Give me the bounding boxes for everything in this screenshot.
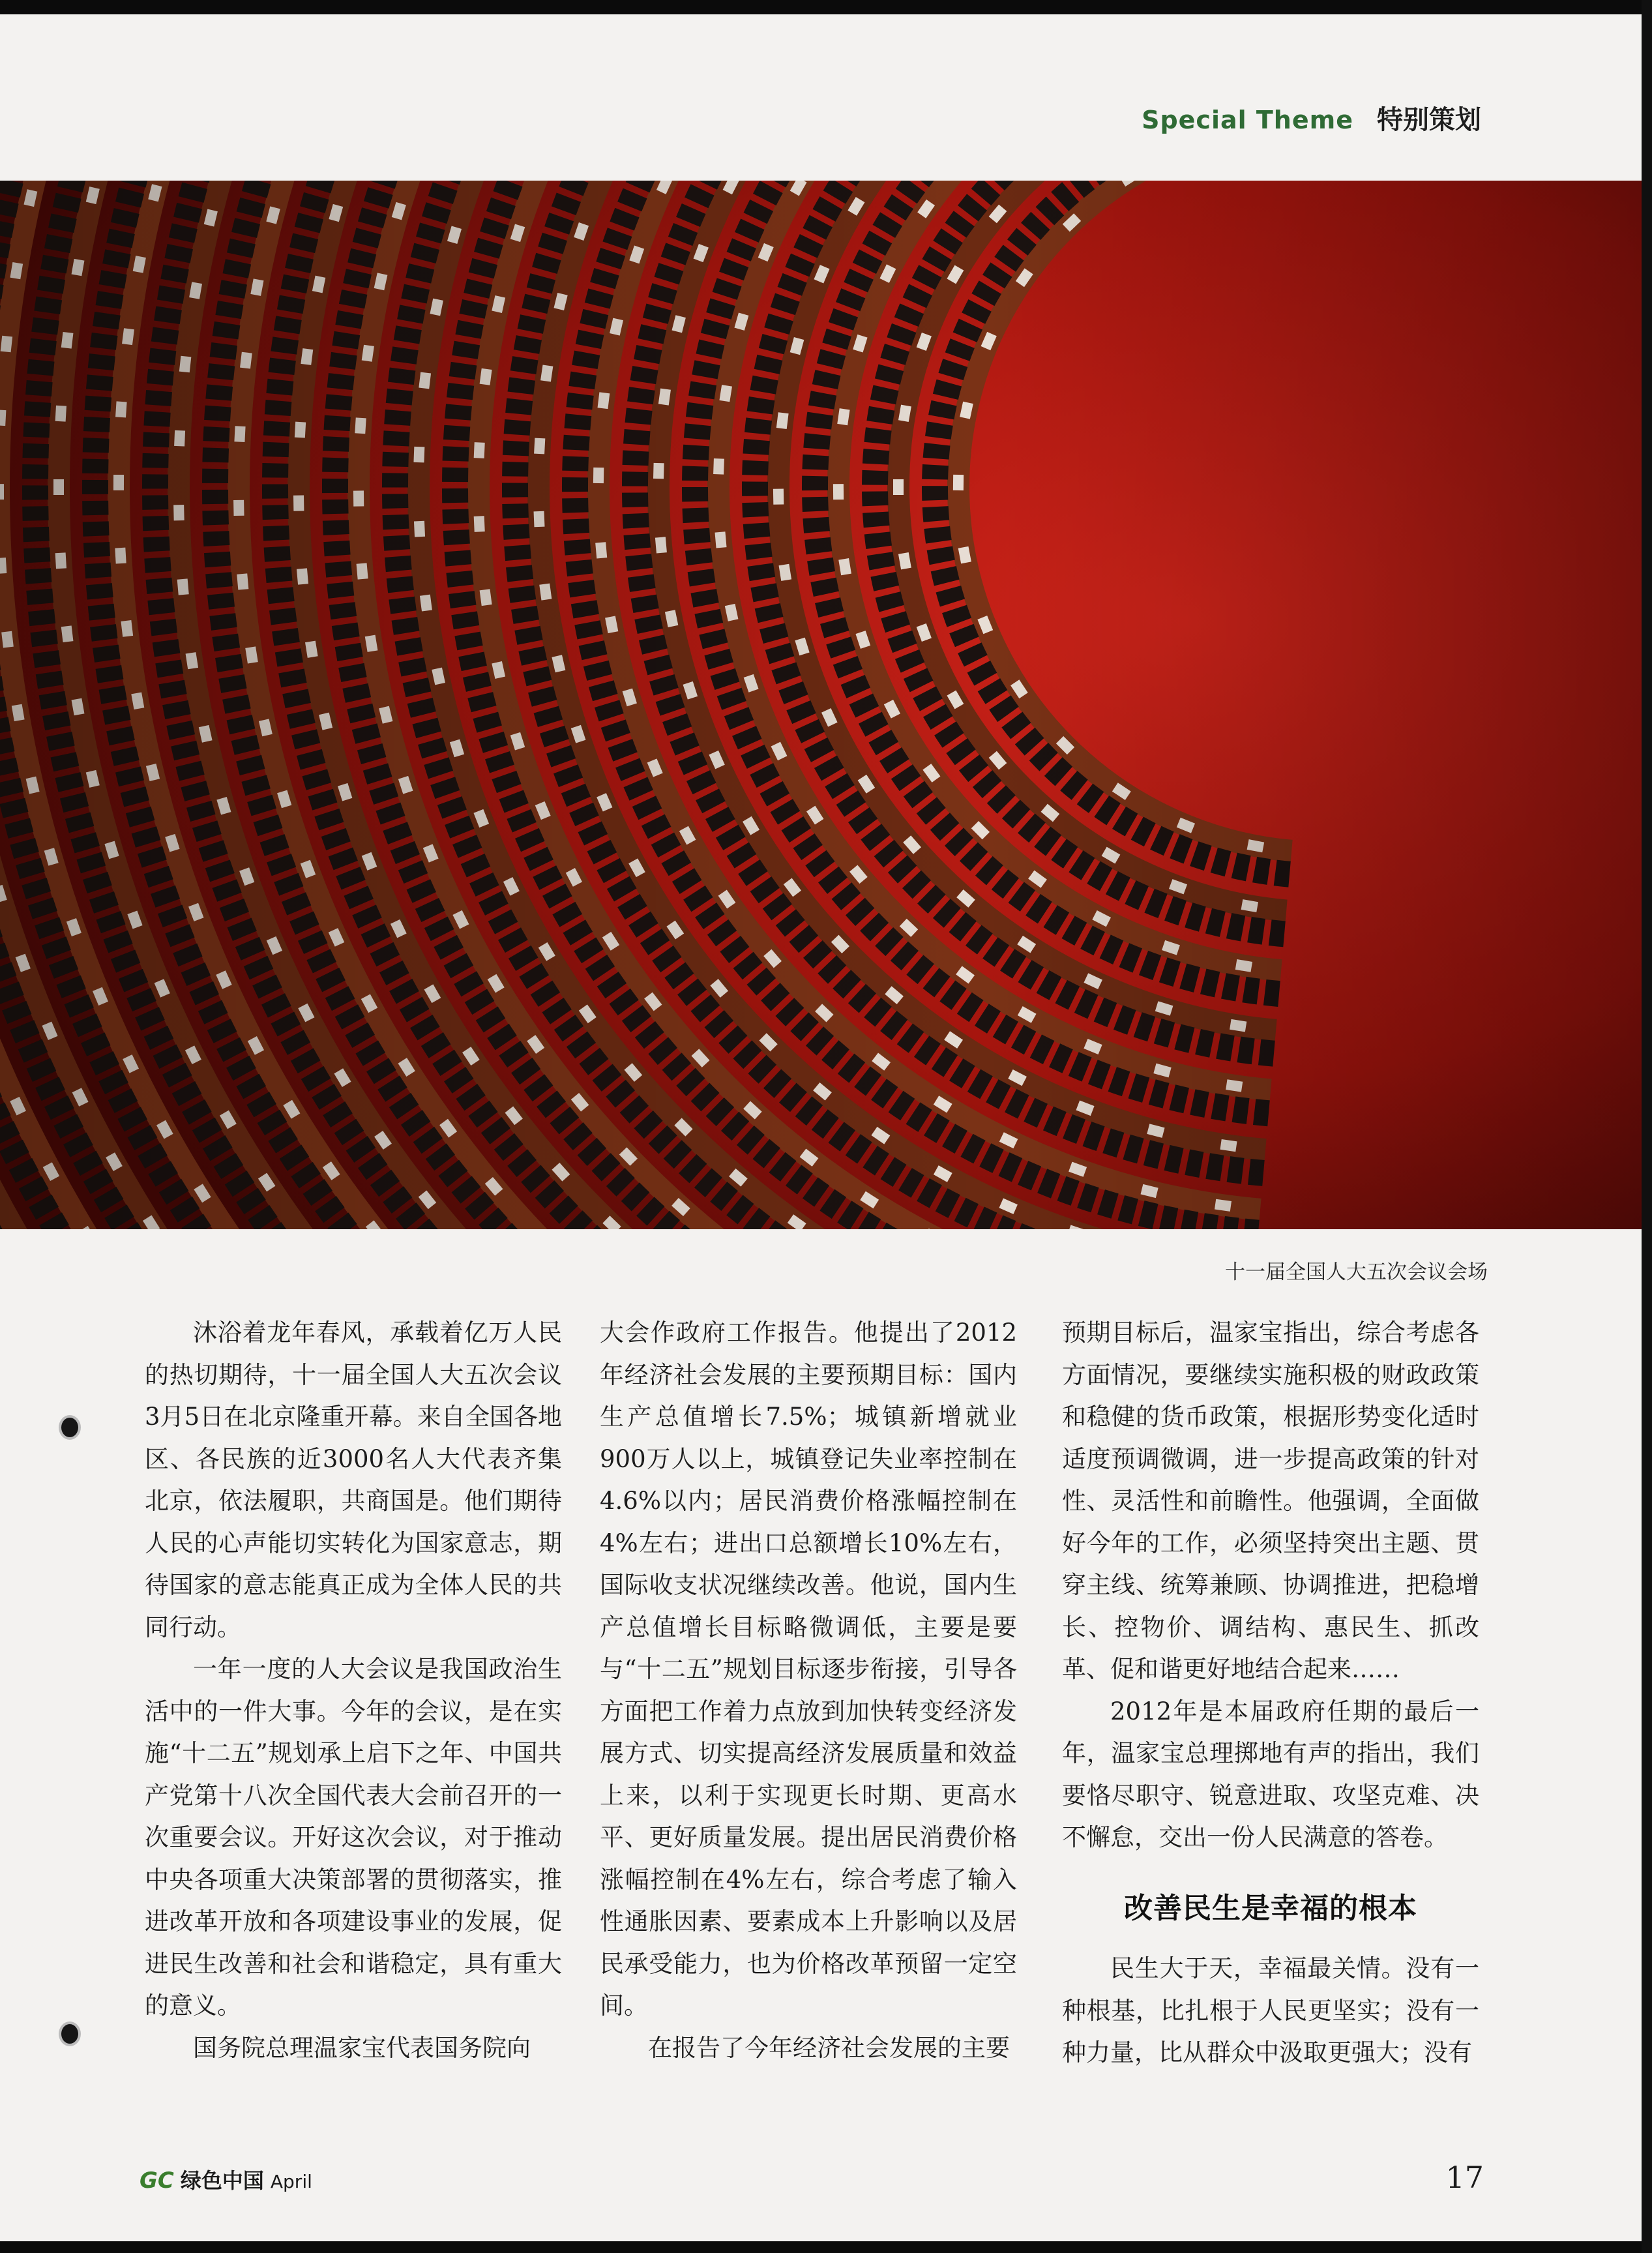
text-column-1	[145, 1312, 562, 2069]
page-number: 17	[1445, 2160, 1484, 2195]
magazine-footer	[140, 2164, 312, 2194]
special-theme-label-zh: 特别策划	[1377, 105, 1481, 135]
paragraph: 民生大于天，幸福最关情。没有一种根基，比扎根于人民更坚实；没有一种力量，比从群众中汲取更强大；没有	[1062, 1954, 1479, 2066]
scan-edge	[1642, 0, 1652, 2253]
paragraph: 在报告了今年经济社会发展的主要	[648, 2033, 1010, 2062]
magazine-logo: GC	[140, 2168, 174, 2194]
assembly-hall-photo	[0, 181, 1642, 1229]
section-heading: 改善民生是幸福的根本	[1124, 1891, 1417, 1925]
paragraph: 预期目标后，温家宝指出，综合考虑各方面情况，要继续实施积极的财政政策和稳健的货币政策，根据形势变化适时适度预调微调，进一步提高政策的针对性、灵活性和前瞻性。他强调，全面做好今年的工作，必须坚持突出主题、贯穿主线、统筹兼顾、协调推进，把稳增长、控物价、调结构、惠民生、抓改革、促和谐更好地结合起来……	[1062, 1319, 1479, 1683]
paragraph: 沐浴着龙年春风，承载着亿万人民的热切期待，十一届全国人大五次会议3月5日在北京隆重开幕。来自全国各地区、各民族的近3000名人大代表齐集北京，依法履职，共商国是。他们期待人民的心声能切实转化为国家意志，期待国家的意志能真正成为全体人民的共同行动。	[145, 1319, 562, 1641]
paragraph: 大会作政府工作报告。他提出了2012年经济社会发展的主要预期目标：国内生产总值增长7.5%；城镇新增就业900万人以上，城镇登记失业率控制在4.6%以内；居民消费价格涨幅控制在4%左右；进出口总额增长10%左右，国际收支状况继续改善。他说，国内生产总值增长目标略微调低，主要是要与“十二五”规划目标逐步衔接，引导各方面把工作着力点放到加快转变经济发展方式、切实提高经济发展质量和效益上来，以利于实现更长时期、更高水平、更好质量发展。提出居民消费价格涨幅控制在4%左右，综合考虑了输入性通胀因素、要素成本上升影响以及居民承受能力，也为价格改革预留一定空间。	[600, 1319, 1017, 2020]
text-column-3	[1062, 1312, 1479, 2074]
text-column-2	[600, 1312, 1017, 2069]
section-header	[1142, 99, 1481, 136]
assembly-hall-illustration	[0, 181, 1642, 1229]
binder-hole	[59, 2022, 81, 2046]
paragraph: 国务院总理温家宝代表国务院向	[193, 2033, 531, 2062]
photo-caption: 十一届全国人大五次会议会场	[1225, 1261, 1488, 1284]
special-theme-label: Special Theme	[1142, 106, 1353, 134]
binder-hole	[59, 1415, 81, 1440]
magazine-page	[0, 14, 1642, 2241]
paragraph: 一年一度的人大会议是我国政治生活中的一件大事。今年的会议，是在实施“十二五”规划承上启下之年、中国共产党第十八次全国代表大会前召开的一次重要会议。开好这次会议，对于推动中央各项重大决策部署的贯彻落实，推进改革开放和各项建设事业的发展，促进民生改善和社会和谐稳定，具有重大的意义。	[145, 1655, 562, 2020]
issue-month: April	[270, 2171, 312, 2192]
paragraph: 2012年是本届政府任期的最后一年，温家宝总理掷地有声的指出，我们要恪尽职守、锐意进取、攻坚克难、决不懈怠，交出一份人民满意的答卷。	[1062, 1697, 1479, 1851]
magazine-name: 绿色中国	[180, 2168, 264, 2193]
